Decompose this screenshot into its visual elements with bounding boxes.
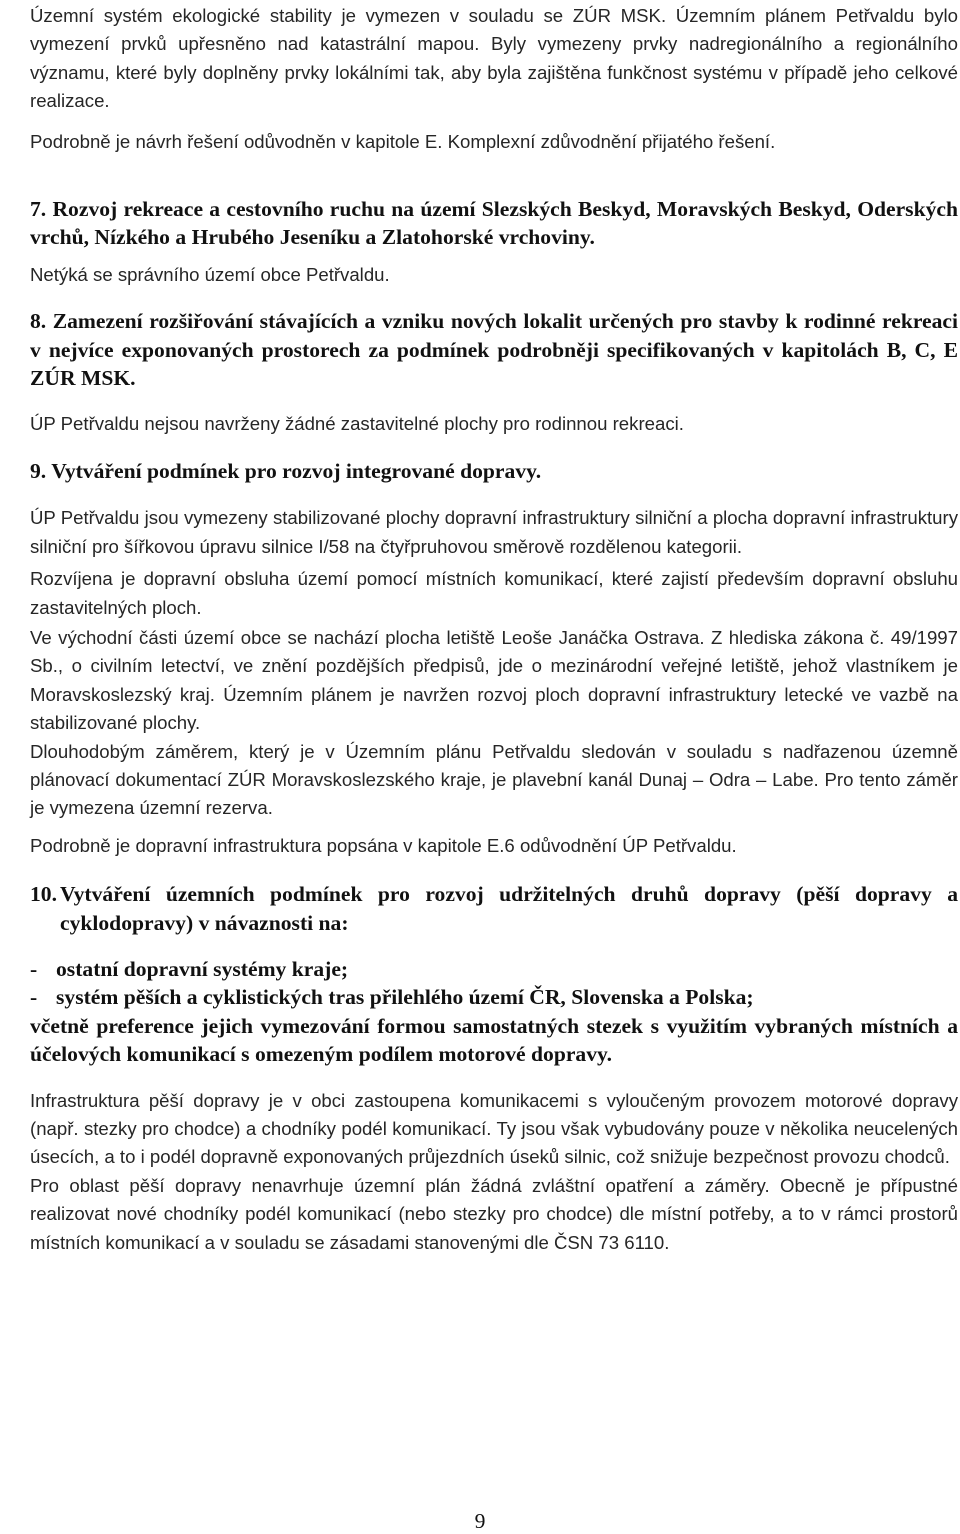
section-10-heading-text: Vytváření územních podmínek pro rozvoj udržitelných druhů dopravy (pěší dopravy a cyklodopravy) v návaznosti na: — [60, 882, 958, 935]
section-7-text: Netýká se správního území obce Petřvaldu. — [30, 263, 390, 285]
section-9-paragraph-1: ÚP Petřvaldu jsou vymezeny stabilizované plochy dopravní infrastruktury silniční a plocha dopravní infrastruktury silniční pro šířkovou úpravu silnice I/58 na čtyřpruhovou směrově rozdělenou kategorii. — [30, 507, 958, 557]
section-9-paragraph-4: Dlouhodobým záměrem, který je v Územním plánu Petřvaldu sledován v souladu s nadřazenou územně plánovací dokumentací ZÚR Moravskoslezského kraje, je plavební kanál Dunaj – Odra – Labe. Pro tento záměr je vymezena územní rezerva. — [30, 740, 958, 819]
section-9-paragraph-2: Rozvíjena je dopravní obsluha území pomocí místních komunikací, které zajistí především dopravní obsluhu zastavitelných ploch. — [30, 568, 958, 618]
section-9-paragraph-5: Podrobně je dopravní infrastruktura popsána v kapitole E.6 odůvodnění ÚP Petřvaldu. — [30, 834, 737, 856]
document-page — [30, 2, 958, 1257]
section-9-paragraph-3: Ve východní části území obce se nachází plocha letiště Leoše Janáčka Ostrava. Z hlediska zákona č. 49/1997 Sb., o civilním letectví, ve znění pozdějších předpisů, jde o mezinárodní veřejné letiště, jehož vlastníkem je Moravskoslezský kraj. Územním plánem je navržen rozvoj ploch dopravní infrastruktury letecké ve vazbě na stabilizované plochy. — [30, 626, 958, 734]
page-number: 9 — [474, 1509, 486, 1533]
list-item — [30, 983, 958, 1011]
section-8-text: ÚP Petřvaldu nejsou navrženy žádné zastavitelné plochy pro rodinnou rekreaci. — [30, 413, 684, 435]
section-10-paragraph-1: Infrastruktura pěší dopravy je v obci zastoupena komunikacemi s vyloučeným provozem motorové dopravy (např. stezky pro chodce) a chodníky podél komunikací. Ty jsou však vybudovány pouze v několika neucelených úsecích, a to i podél dopravně exponovaných průjezdních úseků silnic, což snižuje bezpečnost provozu chodců. — [30, 1089, 958, 1168]
dash-bullet: - — [30, 985, 38, 1010]
dash-bullet: - — [30, 956, 38, 981]
section-9-heading: 9. Vytváření podmínek pro rozvoj integrované dopravy. — [30, 458, 542, 483]
section-10-paragraph-2: Pro oblast pěší dopravy nenavrhuje územní plán žádná zvláštní opatření a záměry. Obecně je přípustné realizovat nové chodníky podél komunikací (nebo stezky pro chodce) dle místní potřeby, a to v rámci prostorů místních komunikací a v souladu se zásadami stanovenými dle ČSN 73 6110. — [30, 1174, 958, 1253]
intro-paragraph: Územní systém ekologické stability je vymezen v souladu se ZÚR MSK. Územním plánem Petřvaldu bylo vymezení prvků upřesněno nad katastrální mapou. Byly vymezeny prvky nadregionálního a regionálního významu, které byly doplněny prvky lokálními tak, aby byla zajištěna funkčnost systému v případě jeho celkové realizace. — [30, 5, 958, 112]
section-7-heading: 7. Rozvoj rekreace a cestovního ruchu na území Slezských Beskyd, Moravských Beskyd, Oderských vrchů, Nízkého a Hrubého Jeseníku a Zlatohorské vrchoviny. — [30, 197, 958, 250]
list-item-text: systém pěších a cyklistických tras přilehlého území ČR, Slovenska a Polska; — [56, 985, 754, 1010]
section-8-heading: 8. Zamezení rozšiřování stávajících a vzniku nových lokalit určených pro stavby k rodinné rekreaci v nejvíce exponovaných prostorech za podmínek podrobněji specifikovaných v kapitolách B, C, E ZÚR MSK. — [30, 309, 958, 391]
list-item — [30, 955, 958, 983]
section-10-heading — [30, 880, 958, 937]
list-item-text: ostatní dopravní systémy kraje; — [56, 956, 349, 981]
section-10-subheading: včetně preference jejich vymezování formou samostatných stezek s využitím vybraných místních a účelových komunikací s omezeným podílem motorové dopravy. — [30, 1013, 958, 1067]
section-10-number: 10. — [30, 882, 57, 907]
intro-reference: Podrobně je návrh řešení odůvodněn v kapitole E. Komplexní zdůvodnění přijatého řešení. — [30, 130, 776, 152]
